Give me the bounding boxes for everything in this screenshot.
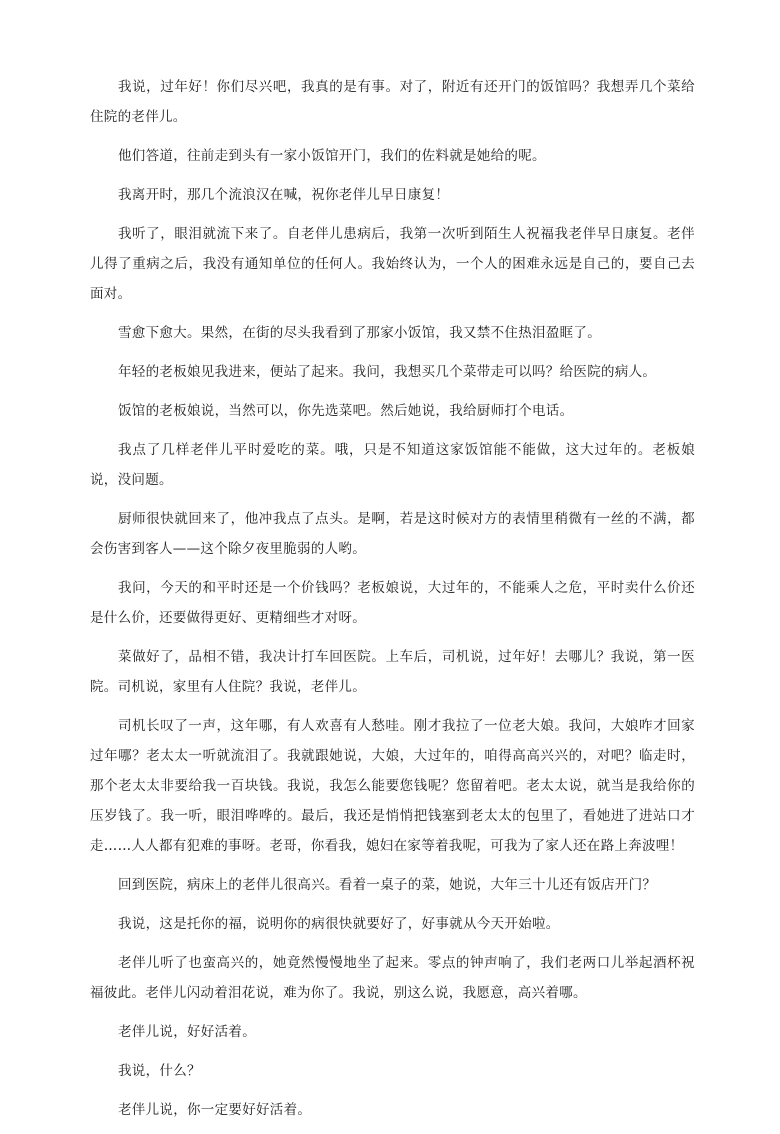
paragraph: 我听了，眼泪就流下来了。自老伴儿患病后，我第一次听到陌生人祝福我老伴早日康复。老伴儿得了重病之后，我没有通知单位的任何人。我始终认为，一个人的困难永远是自己的，要自己去面对。 xyxy=(90,226,695,302)
paragraph: 司机长叹了一声，这年哪，有人欢喜有人愁哇。刚才我拉了一位老大娘。我问，大娘咋才回家过年哪？老太太一听就流泪了。我就跟她说，大娘，大过年的，咱得高高兴兴的，对吧？临走时，那个老太太非要给我一百块钱。我说，我怎么能要您钱呢？您留着吧。老太太说，就当是我给你的压岁钱了。我一听，眼泪哗哗的。最后，我还是悄悄把钱塞到老太太的包里了，看她进了进站口才走……人人都有犯难的事呀。老哥，你看我，媳妇在家等着我呢，可我为了家人还在路上奔波哩！ xyxy=(90,718,695,854)
document-page xyxy=(90,72,695,1134)
paragraph: 菜做好了，品相不错，我决计打车回医院。上车后，司机说，过年好！去哪儿？我说，第一医院。司机说，家里有人住院？我说，老伴儿。 xyxy=(90,649,695,695)
paragraph: 回到医院，病床上的老伴儿很高兴。看着一桌子的菜，她说，大年三十儿还有饭店开门？ xyxy=(118,877,657,893)
paragraph: 我离开时，那几个流浪汉在喊，祝你老伴儿早日康复！ xyxy=(118,187,450,203)
paragraph: 雪愈下愈大。果然，在街的尽头我看到了那家小饭馆，我又禁不住热泪盈眶了。 xyxy=(118,325,601,341)
paragraph: 老伴儿说，你一定要好好活着。 xyxy=(118,1102,312,1118)
paragraph: 饭馆的老板娘说，当然可以，你先选菜吧。然后她说，我给厨师打个电话。 xyxy=(118,403,574,419)
paragraph: 我点了几样老伴儿平时爱吃的菜。哦，只是不知道这家饭馆能不能做，这大过年的。老板娘说，没问题。 xyxy=(90,442,695,488)
paragraph: 他们答道，往前走到头有一家小饭馆开门，我们的佐料就是她给的呢。 xyxy=(118,148,546,164)
paragraph: 我问，今天的和平时还是一个价钱吗？老板娘说，大过年的，不能乘人之危，平时卖什么价还是什么价，还要做得更好、更精细些才对呀。 xyxy=(90,580,695,626)
paragraph: 厨师很快就回来了，他冲我点了点头。是啊，若是这时候对方的表情里稍微有一丝的不满，都会伤害到客人——这个除夕夜里脆弱的人哟。 xyxy=(90,511,695,557)
paragraph: 我说，这是托你的福，说明你的病很快就要好了，好事就从今天开始啦。 xyxy=(118,916,560,932)
paragraph: 我说，什么？ xyxy=(118,1063,201,1079)
paragraph: 我说，过年好！你们尽兴吧，我真的是有事。对了，附近有还开门的饭馆吗？我想弄几个菜给住院的老伴儿。 xyxy=(90,79,695,125)
paragraph: 老伴儿听了也蛮高兴的，她竟然慢慢地坐了起来。零点的钟声响了，我们老两口儿举起酒杯祝福彼此。老伴儿闪动着泪花说，难为你了。我说，别这么说，我愿意，高兴着哪。 xyxy=(90,955,695,1001)
paragraph: 年轻的老板娘见我进来，便站了起来。我问，我想买几个菜带走可以吗？给医院的病人。 xyxy=(118,364,657,380)
paragraph: 老伴儿说，好好活着。 xyxy=(118,1024,256,1040)
